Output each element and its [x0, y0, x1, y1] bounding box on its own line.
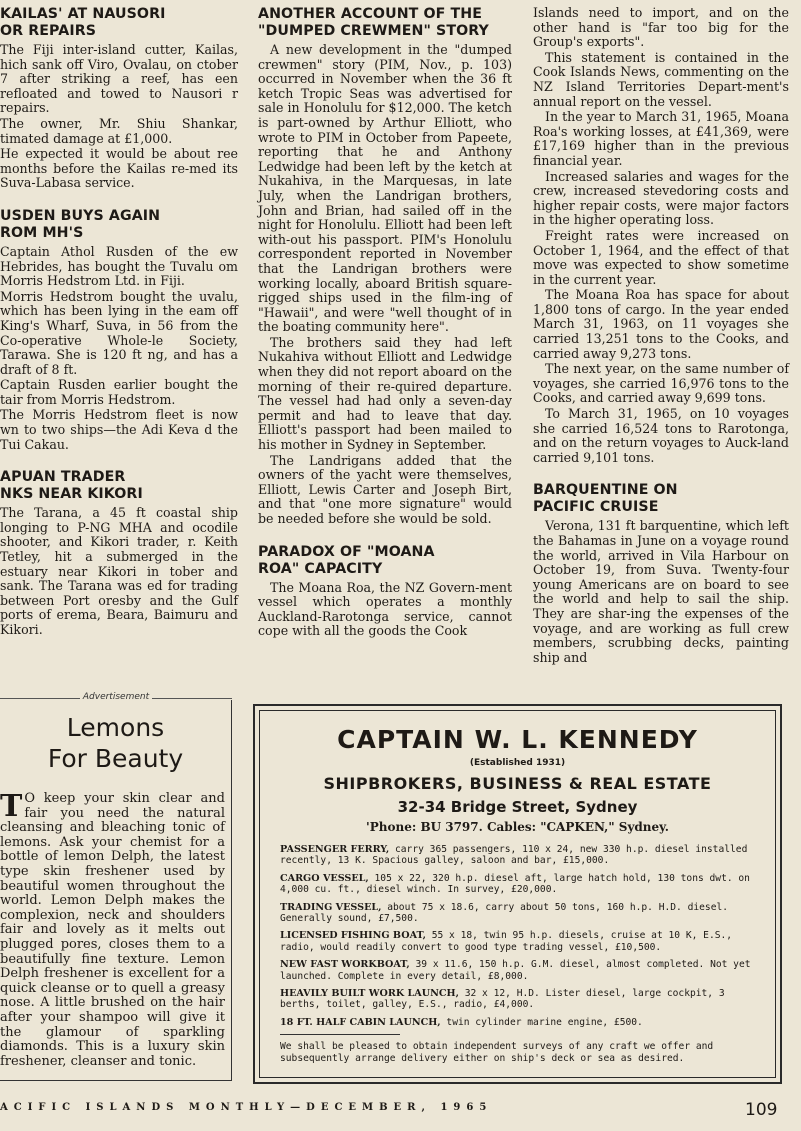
- paragraph: The brothers said they had left Nukahiva without Elliott and Ledwidge when they did not report aboard on the morning of their re-quired departure. The vessel had had only a seven-day permit and had to leave that day. Elliott's passport had been mailed to his mother in Sydney in September.: [258, 334, 512, 453]
- magazine-title: ACIFIC ISLANDS MONTHLY—DECEMBER, 1965: [0, 1102, 493, 1113]
- headline-rusden: USDEN BUYS AGAIN ROM MH'S: [0, 207, 161, 241]
- kennedy-advertisement: [253, 704, 782, 1084]
- paragraph: The Landrigans added that the owners of the yacht were themselves, Elliott, Lewis Carter and Joseph Birt, and that "one more signature" would be needed before she would be sold.: [258, 452, 512, 526]
- paragraph: In the year to March 31, 1965, Moana Roa's working losses, at £41,369, were £17,169 higher than in the previous financial year.: [533, 109, 789, 168]
- paragraph: The owner, Mr. Shiu Shankar, timated damage at £1,000.: [0, 115, 238, 146]
- address: 32-34 Bridge Street, Sydney: [397, 798, 638, 816]
- paragraph: The Moana Roa has space for about 1,800 tons of cargo. In the year ended March 31, 1963, on 11 voyages she carried 13,251 tons to the Cooks, and carried away 9,273 tons.: [533, 287, 789, 361]
- paragraph: He expected it would be about ree months before the Kailas re-med its Suva-Labasa service.: [0, 146, 238, 191]
- list-item: HEAVILY BUILT WORK LAUNCH, 32 x 12, H.D. Lister diesel, large cockpit, 3 berths, toilet, galley, E.S., radio, £4,000.: [280, 988, 725, 1011]
- phone-cables: 'Phone: BU 3797. Cables: "CAPKEN," Sydney.: [366, 820, 669, 834]
- column-3: [533, 6, 789, 666]
- ad-footer-note: We shall be pleased to obtain independent surveys of any craft we offer and subsequently arrange delivery either on ship's deck or sea as desired.: [280, 1041, 714, 1064]
- list-item: TRADING VESSEL, about 75 x 18.6, carry about 50 tons, 160 h.p. H.D. diesel. Generally sound, £7,500.: [280, 901, 729, 925]
- advertisement-label: Advertisement: [0, 692, 232, 702]
- ad-subtitle: SHIPBROKERS, BUSINESS & REAL ESTATE: [323, 774, 712, 793]
- headline-kailas: KAILAS' AT NAUSORI OR REPAIRS: [0, 6, 166, 39]
- divider: [280, 1034, 400, 1035]
- list-item: NEW FAST WORKBOAT, 39 x 11.6, 150 h.p. G.M. diesel, almost completed. Not yet launched. Complete in every detail, £8,000.: [280, 959, 751, 982]
- paragraph: Captain Rusden earlier bought the tair from Morris Hedstrom.: [0, 377, 238, 407]
- established-note: (Established 1931): [469, 758, 566, 768]
- list-item: 18 FT. HALF CABIN LAUNCH, twin cylinder marine engine, £500.: [280, 1016, 643, 1028]
- paragraph: A new development in the "dumped crewmen" story (PIM, Nov., p. 103) occurred in November when the 36 ft ketch Tropic Seas was advertised for sale in Honolulu for $12,000. The ketch is part-owned by Arthur Elliott, who wrote to PIM in October from Papeete, reporting that he and Anthony Ledwidge had been left by the ketch at Nukahiva, in the Marquesas, in late July, when the Landrigan brothers, John and Brian, had sailed off in the night for Honolulu. Elliott had been left with-out his passport. PIM's Honolulu correspondent reported in November that the Landrigan brothers were working locally, aboard British square-rigged ships used in the film-ing of "Hawaii", and were "well thought of in the boating community here".: [258, 42, 512, 335]
- ad-title: Lemons For Beauty: [47, 713, 184, 773]
- paragraph: The Tarana, a 45 ft coastal ship longing to P-NG MHA and ocodile shooter, and Kikori trader, r. Keith Tetley, hit a submerged in the estuary near Kikori in tober and sank. The Tarana was ed for trading between Port oresby and the Gulf ports of erema, Beara, Baimuru and Kikori.: [0, 505, 238, 637]
- headline-moana-roa: PARADOX OF "MOANA ROA" CAPACITY: [258, 543, 435, 577]
- paragraph: The next year, on the same number of voyages, she carried 16,976 tons to the Cooks, and carried away 9,699 tons.: [533, 361, 789, 406]
- paragraph: To March 31, 1965, on 10 voyages she carried 16,524 tons to Rarotonga, and on the return voyages to Auck-land carried 9,101 tons.: [533, 406, 789, 465]
- paragraph: Islands need to import, and on the other hand is "far too big for the Group's exports".: [533, 5, 789, 50]
- list-item: PASSENGER FERRY, carry 365 passengers, 110 x 24, new 330 h.p. diesel installed recently, 13 K. Spacious galley, saloon and bar, £15,000.: [280, 844, 748, 867]
- column-2: [258, 6, 512, 640]
- paragraph: Verona, 131 ft barquentine, which left the Bahamas in June on a voyage round the world, arrived in Vila Harbour on October 19, from Suva. Twenty-four young Americans are on board to see the world and help to sail the ship. They are shar-ing the expenses of the voyage, and are working as full crew members, scrubbing decks, painting ship and: [533, 518, 789, 665]
- drop-cap: T: [0, 789, 23, 824]
- paragraph: The Moana Roa, the NZ Govern-ment vessel which operates a monthly Auckland-Rarotonga service, cannot cope with all the goods the Cook: [258, 579, 512, 639]
- lemons-advertisement: [0, 700, 232, 1081]
- vessel-list: [280, 844, 761, 1028]
- paragraph: Freight rates were increased on October 1, 1964, and the effect of that move was expected to show sometime in the current year.: [533, 227, 789, 287]
- paragraph: Captain Athol Rusden of the ew Hebrides, has bought the Tuvalu om Morris Hedstrom Ltd. in Fiji.: [0, 243, 238, 289]
- list-item: LICENSED FISHING BOAT, 55 x 18, twin 95 h.p. diesels, cruise at 10 K, E.S., radio, would readily convert to good type trading vessel, £10,500.: [280, 930, 733, 953]
- ad-title: CAPTAIN W. L. KENNEDY: [337, 725, 698, 754]
- paragraph: This statement is contained in the Cook Islands News, commenting on the NZ Island Territories Depart-ment's annual report on the vessel.: [533, 49, 789, 109]
- paragraph: Morris Hedstrom bought the uvalu, which has been lying in the eam off King's Wharf, Suva, in 56 from the Co-operative Whole-le Society, Tarawa. She is 120 ft ng, and has a draft of 8 ft.: [0, 288, 238, 377]
- headline-barquentine: BARQUENTINE ON PACIFIC CRUISE: [533, 482, 678, 516]
- headline-dumped-crewmen: ANOTHER ACCOUNT OF THE "DUMPED CREWMEN" STORY: [258, 6, 489, 39]
- paragraph: The Morris Hedstrom fleet is now wn to two ships—the Adi Keva d the Tui Cakau.: [0, 407, 238, 452]
- page-number: 109: [745, 1100, 778, 1120]
- paragraph: The Fiji inter-island cutter, Kailas, hich sank off Viro, Ovalau, on ctober 7 after striking a reef, has een refloated and towed to Nausori r repairs.: [0, 42, 238, 116]
- list-item: CARGO VESSEL, 105 x 22, 320 h.p. diesel aft, large hatch hold, 130 tons dwt. on 4,000 cu. ft., diesel winch. In survey, £20,000.: [280, 872, 750, 896]
- ad-body: T O keep your skin clear and fair you need the natural cleansing and bleaching tonic of lemons. Ask your chemist for a bottle of lemon Delph, the latest type skin freshener used by beautiful women throughout the world. Lemon Delph makes the complexion, neck and shoulders fair and lovely as it melts out plugged pores, closes them to a beautifully fine texture. Lemon Delph freshener is excellent for a quick cleanse or to quell a greasy nose. A little brushed on the hair after your shampoo will give it the glamour of sparkling diamonds. This is a luxury skin freshener, cleanser and tonic.: [0, 789, 225, 1069]
- paragraph: Increased salaries and wages for the crew, increased stevedoring costs and higher repair costs, were major factors in the higher operating loss.: [533, 168, 789, 228]
- headline-papuan-trader: APUAN TRADER NKS NEAR KIKORI: [0, 469, 143, 503]
- column-1: [0, 6, 238, 639]
